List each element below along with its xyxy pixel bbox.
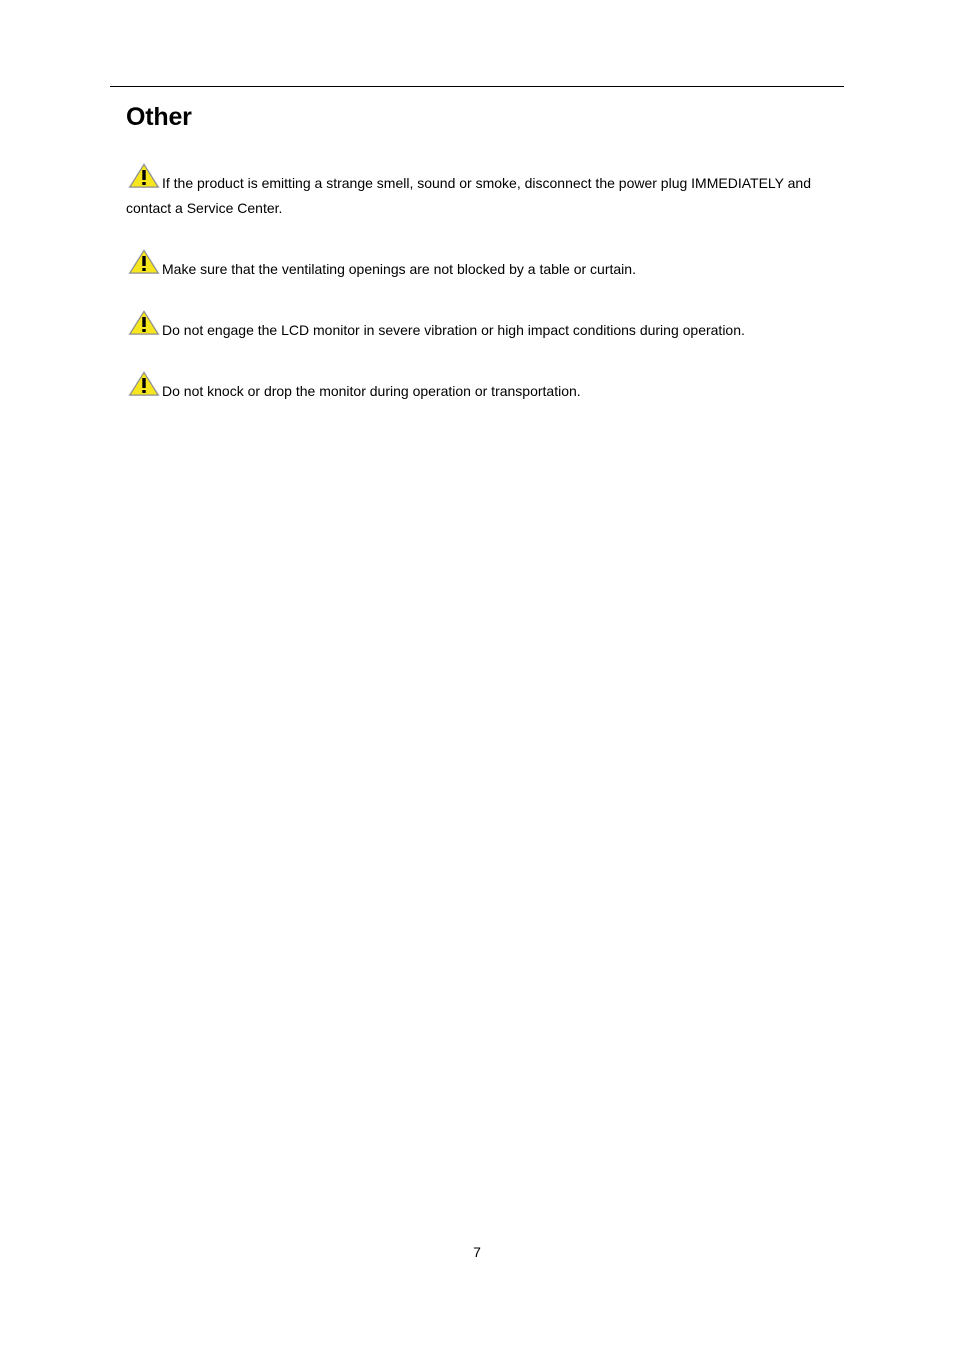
section-title: Other: [126, 103, 192, 131]
warning-icon: [126, 161, 162, 191]
warning-item: [126, 308, 838, 343]
warning-text: Do not knock or drop the monitor during operation or transportation.: [162, 383, 581, 399]
warning-text: Make sure that the ventilating openings are not blocked by a table or curtain.: [162, 261, 636, 277]
warning-item: [126, 247, 838, 282]
warning-icon: [126, 247, 162, 277]
page-number: 7: [473, 1244, 481, 1260]
warning-icon: [126, 369, 162, 399]
warning-item: [126, 369, 838, 404]
header-rule: [110, 86, 844, 87]
warning-icon: [126, 308, 162, 338]
warning-item: [126, 161, 838, 221]
warning-text: If the product is emitting a strange smell, sound or smoke, disconnect the power plug IMMEDIATELY and contact a Service Center.: [126, 175, 811, 216]
warning-text: Do not engage the LCD monitor in severe vibration or high impact conditions during operation.: [162, 322, 745, 338]
